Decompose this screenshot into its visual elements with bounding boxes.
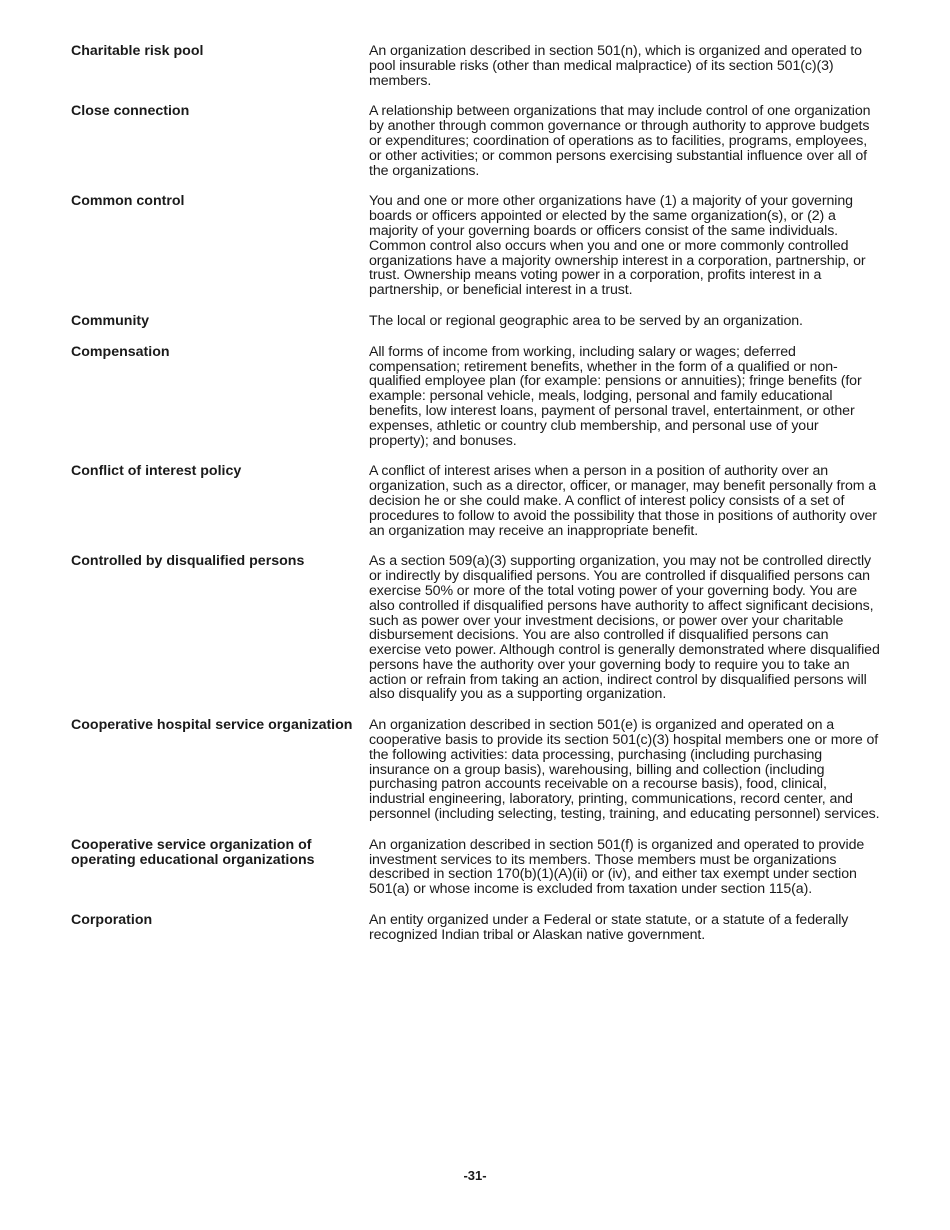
glossary-entry-close-connection (71, 103, 881, 178)
glossary-entry-charitable-risk-pool (71, 43, 881, 88)
glossary-term: Community (71, 312, 150, 329)
glossary-definition: A conflict of interest arises when a person in a position of authority over an organization, such as a director, officer, or manager, may benefit personally from a decision he or she could make. A conflict of interest policy consists of a set of procedures to follow to avoid the possibility that those in positions of authority over an organization may receive an inappropriate benefit. (369, 463, 877, 539)
glossary-entry-common-control (71, 193, 881, 298)
glossary-definition: An organization described in section 501(e) is organized and operated on a cooperative basis to provide its section 501(c)(3) hospital members one or more of the following activities: data processing, purchasing (including purchasing insurance on a group basis), warehousing, billing and collection (including purchasing patron accounts receivable on a recourse basis), food, clinical, industrial engineering, laboratory, printing, communications, record center, and personnel (including selecting, testing, training, and educating personnel) services. (369, 717, 880, 823)
glossary-term: Corporation (71, 912, 153, 929)
glossary-term: Controlled by disqualified persons (71, 553, 305, 570)
glossary-definition: The local or regional geographic area to be served by an organization. (369, 312, 803, 329)
glossary-term: Cooperative hospital service organization (71, 717, 353, 734)
glossary-definition: An organization described in section 501(f) is organized and operated to provide investment services to its members. Those members must be organizations described in section 170(b)(1)(A)(ii) or (iv), and either tax exempt under section 501(a) or whose income is excluded from taxation under section 115(a). (369, 836, 865, 898)
glossary-definition: As a section 509(a)(3) supporting organization, you may not be controlled directly or indirectly by disqualified persons. You are controlled if disqualified persons can exercise 50% or more of the total voting power of your governing body. You are also controlled if disqualified persons have authority to affect significant decisions, such as power over your investment decisions, or power over your charitable disbursement decisions. You are also controlled if disqualified persons can exercise veto power. Although control is generally demonstrated where disqualified persons have the authority over your governing body to require you to take an action or refrain from taking an action, indirect control by disqualified persons will also disqualify you as a supporting organization. (369, 553, 880, 703)
glossary-entry-controlled-by-disqualified-persons (71, 553, 881, 702)
glossary-definition: All forms of income from working, including salary or wages; deferred compensation; retirement benefits, whether in the form of a qualified or non-qualified employee plan (for example: pensions or annuities); fringe benefits (for example: personal vehicle, meals, lodging, personal and family educational benefits, low interest loans, payment of personal travel, entertainment, or other expenses, athletic or country club membership, and personal use of your property); and bonuses. (369, 343, 862, 449)
glossary-term: Common control (71, 193, 185, 210)
glossary-term: Cooperative service organization of operating educational organizations (71, 836, 315, 868)
glossary-entry-corporation (71, 912, 881, 943)
glossary-term: Conflict of interest policy (71, 463, 242, 480)
page-number: -31- (463, 1168, 487, 1183)
glossary-entry-cooperative-service-organization (71, 837, 881, 897)
glossary-definition: You and one or more other organizations have (1) a majority of your governing boards or officers appointed or elected by the same organization(s), or (2) a majority of your governing boards or officers consist of the same individuals. Common control also occurs when you and one or more commonly controlled organizations have a majority ownership interest in a corporation, partnership, or trust. Ownership means voting power in a corporation, profits interest in a partnership, or beneficial interest in a trust. (369, 193, 866, 299)
glossary-list (71, 43, 881, 958)
glossary-term: Compensation (71, 343, 170, 360)
glossary-entry-conflict-of-interest-policy (71, 463, 881, 538)
glossary-term: Close connection (71, 103, 190, 120)
glossary-entry-community (71, 313, 881, 329)
glossary-entry-cooperative-hospital-service-organization (71, 717, 881, 822)
glossary-entry-compensation (71, 344, 881, 449)
glossary-definition: A relationship between organizations that may include control of one organization by another through common governance or through authority to approve budgets or expenditures; coordination of operations as to facilities, programs, employees, or other activities; or common persons exercising substantial influence over all of the organizations. (369, 103, 871, 179)
glossary-definition: An entity organized under a Federal or state statute, or a statute of a federally recognized Indian tribal or Alaskan native government. (369, 912, 849, 943)
glossary-term: Charitable risk pool (71, 43, 204, 59)
glossary-definition: An organization described in section 501(n), which is organized and operated to pool insurable risks (other than medical malpractice) of its section 501(c)(3) members. (369, 43, 862, 89)
